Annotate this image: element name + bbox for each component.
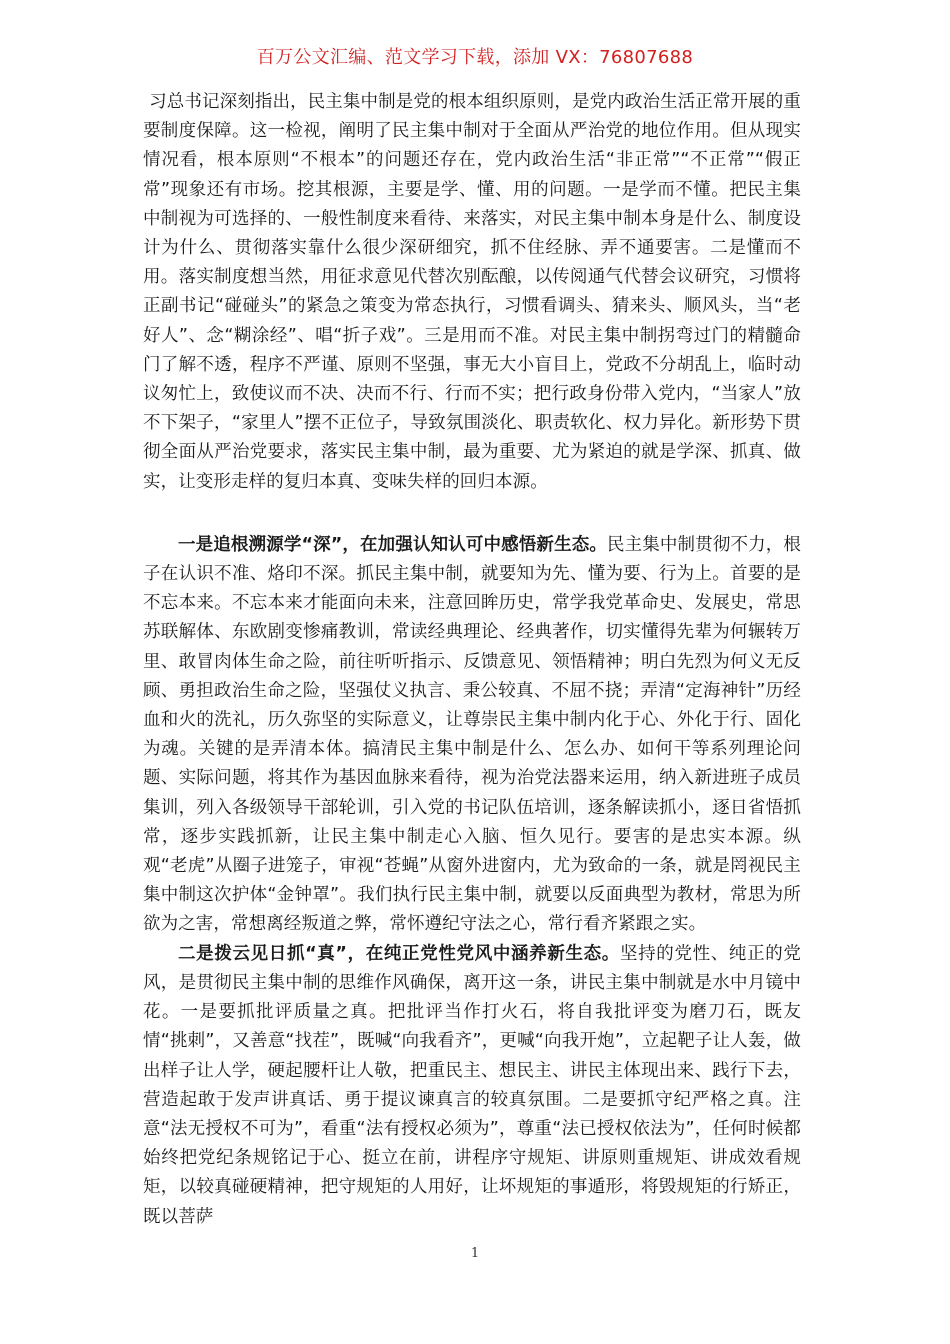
document-body xyxy=(143,88,801,1232)
section-heading: 二是拨云见日抓“真”，在纯正党性党风中涵养新生态。 xyxy=(178,943,620,964)
header-banner: 百万公文汇编、范文学习下载，添加 VX：76807688 xyxy=(256,47,694,68)
paragraph-text: 习总书记深刻指出，民主集中制是党的根本组织原则，是党内政治生活正常开展的重要制度保障。这一检视，阐明了民主集中制对于全面从严治党的地位作用。但从现实情况看，根本原则“不根本”的问题还存在，党内政治生活“非正常”“不正常”“假正常”现象还有市场。挖其根源，主要是学、懂、用的问题。一是学而不懂。把民主集中制视为可选择的、一般性制度来看待、来落实，对民主集中制本身是什么、制度设计为什么、贯彻落实靠什么很少深研细究，抓不住经脉、弄不通要害。二是懂而不用。落实制度想当然，用征求意见代替次别酝酿，以传阅通气代替会议研究，习惯将正副书记“碰碰头”的紧急之策变为常态执行，习惯看调头、猜来头、顺风头，当“老好人”、念“糊涂经”、唱“折子戏”。三是用而不准。对民主集中制拐弯过门的精髓命门了解不透，程序不严谨、原则不坚强，事无大小盲目上，党政不分胡乱上，临时动议匆忙上，致使议而不决、决而不行、行而不实；把行政身份带入党内，“当家人”放不下架子，“家里人”摆不正位子，导致氛围淡化、职责软化、权力异化。新形势下贯彻全面从严治党要求，落实民主集中制，最为重要、尤为紧迫的就是学深、抓真、做实，让变形走样的复归本真、变味失样的回归本源。 xyxy=(143,92,801,492)
paragraph-text: 民主集中制贯彻不力，根子在认识不准、烙印不深。抓民主集中制，就要知为先、懂为要、行为上。首要的是不忘本来。不忘本来才能面向未来，注意回眸历史，常学我党革命史、发展史，常思苏联解体、东欧剧变惨痛教训，常读经典理论、经典著作，切实懂得先辈为何辗转万里、敢冒肉体生命之险，前往听听指示、反馈意见、领悟精神；明白先烈为何义无反顾、勇担政治生命之险，坚强仗义执言、秉公较真、不屈不挠；弄清“定海神针”历经血和火的洗礼，历久弥坚的实际意义，让尊崇民主集中制内化于心、外化于行、固化为魂。关键的是弄清本体。搞清民主集中制是什么、怎么办、如何干等系列理论问题、实际问题，将其作为基因血脉来看待，视为治党法器来运用，纳入新进班子成员集训，列入各级领导干部轮训，引入党的书记队伍培训，逐条解读抓小，逐日省悟抓常，逐步实践抓新，让民主集中制走心入脑、恒久见行。要害的是忠实本源。纵观“老虎”从圈子进笼子，审视“苍蝇”从窗外进窗内，尤为致命的一条，就是罔视民主集中制这次护体“金钟罩”。我们执行民主集中制，就要以反面典型为教材，常思为所欲为之害，常想离经叛道之弊，常怀遵纪守法之心，常行看齐紧跟之实。 xyxy=(143,534,801,935)
section-heading: 一是追根溯源学“深”，在加强认知认可中感悟新生态。 xyxy=(178,534,607,555)
paragraph-text: 坚持的党性、纯正的党风，是贯彻民主集中制的思维作风确保，离开这一条，讲民主集中制就是水中月镜中花。一是要抓批评质量之真。把批评当作打火石，将自我批评变为磨刀石，既友情“挑刺”，又善意“找茬”，既喊“向我看齐”，更喊“向我开炮”，立起靶子让人轰，做出样子让人学，硬起腰杆让人敬，把重民主、想民主、讲民主体现出来、践行下去，营造起敢于发声讲真话、勇于提议谏真言的较真氛围。二是要抓守纪严格之真。注意“法无授权不可为”，看重“法有授权必须为”，尊重“法已授权依法为”，任何时候都始终把党纪条规铭记于心、挺立在前，讲程序守规矩、讲原则重规矩、讲成效看规矩，以较真碰硬精神，把守规矩的人用好，让坏规矩的事遁形，将毁规矩的行矫正，既以菩萨 xyxy=(143,943,801,1227)
paragraph xyxy=(143,531,801,940)
paragraph xyxy=(143,88,801,497)
paragraph xyxy=(143,940,801,1232)
page-number: 1 xyxy=(470,1246,480,1261)
